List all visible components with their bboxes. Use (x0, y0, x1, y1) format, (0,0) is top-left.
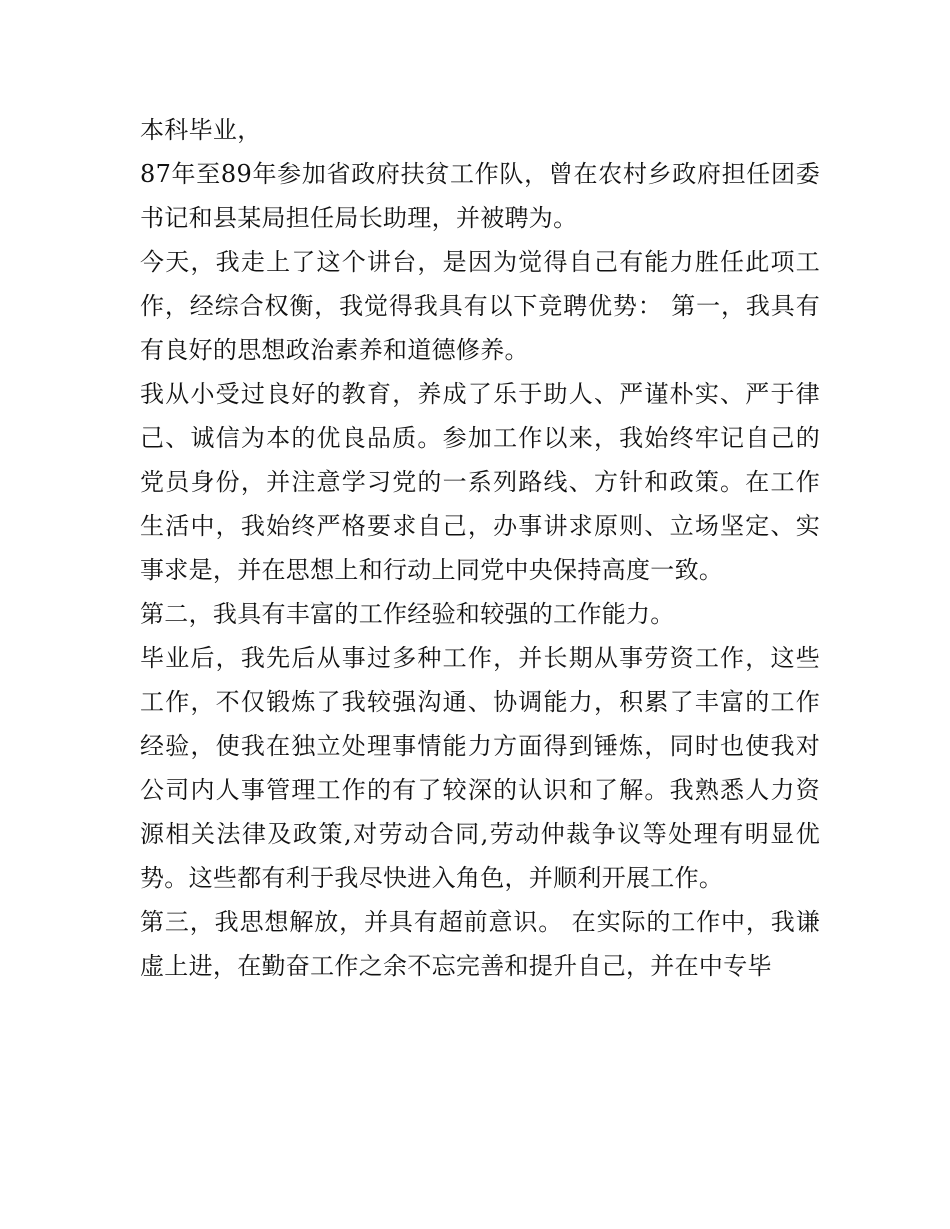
document-body (140, 108, 820, 988)
paragraph-experience: 毕业后，我先后从事过多种工作，并长期从事劳资工作，这些工作，不仅锻炼了我较强沟通、协调能力，积累了丰富的工作经验，使我在独立处理事情能力方面得到锤炼，同时也使我对公司内人事管理工作的有了较深的认识和了解。我熟悉人力资源相关法律及政策,对劳动合同,劳动仲裁争议等处理有明显优势。这些都有利于我尽快进入角色，并顺利开展工作。 (140, 644, 820, 892)
paragraph-point-two-heading: 第二，我具有丰富的工作经验和较强的工作能力。 (140, 600, 675, 628)
paragraph-introduction: 今天，我走上了这个讲台，是因为觉得自己有能力胜任此项工作，经综合权衡，我觉得我具有以下竞聘优势： 第一，我具有有良好的思想政治素养和道德修养。 (140, 248, 820, 364)
paragraph-education: 本科毕业， (140, 116, 262, 144)
paragraph-work-history: 87年至89年参加省政府扶贫工作队，曾在农村乡政府担任团委书记和县某局担任局长助理，并被聘为。 (140, 160, 820, 232)
paragraph-character: 我从小受过良好的教育，养成了乐于助人、严谨朴实、严于律己、诚信为本的优良品质。参加工作以来，我始终牢记自己的党员身份，并注意学习党的一系列路线、方针和政策。在工作生活中，我始终严格要求自己，办事讲求原则、立场坚定、实事求是，并在思想上和行动上同党中央保持高度一致。 (140, 380, 820, 584)
paragraph-point-three: 第三，我思想解放，并具有超前意识。 在实际的工作中，我谦虚上进，在勤奋工作之余不忘完善和提升自己，并在中专毕 (140, 908, 820, 980)
